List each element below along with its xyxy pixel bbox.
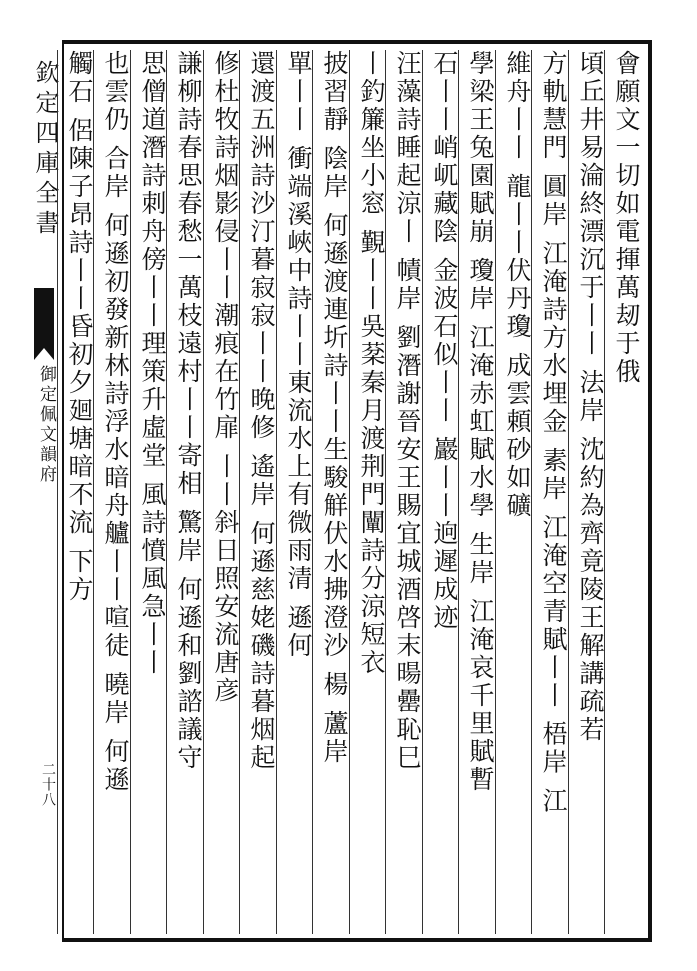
text-column: 還渡五洲詩沙汀暮寂寂丨丨晚修 遙岸 何遜慈姥磯詩暮烟起	[239, 50, 283, 934]
text-column: 謙柳詩春思春愁一萬枝遠村丨丨寄相 驚岸 何遜和劉諮議守	[166, 50, 210, 934]
text-column: 汪藻詩睡起涼丨 幘岸 劉潛謝晉安王賜宜城酒啓末暘罍恥巳	[385, 50, 429, 934]
text-frame	[62, 40, 652, 942]
text-column: 方軌慧門 圓岸 江淹詩方水埋金 素岸 江淹空青賦丨丨 梧岸 江	[531, 50, 575, 934]
fish-tail-mark	[34, 288, 54, 348]
text-column: 觸石 侶陳子昂詩丨丨昏初夕廻塘暗不流 下方	[57, 50, 101, 934]
book-title: 御定佩文韻府	[36, 365, 56, 485]
text-column: 修杜牧詩烟影侵丨丨潮痕在竹扉 丨丨斜日照安流唐彦	[203, 50, 247, 934]
text-column: 維舟丨丨 龍丨丨伏丹瓊 成雲頼砂如礦	[495, 50, 539, 934]
text-column: 丨釣簾坐小窓 覲丨丨吳棻秦月渡荆門闡詩分涼短衣	[349, 50, 393, 934]
text-column: 會願文一切如電揮萬刼于俄	[604, 50, 648, 934]
text-column: 思僧道潛詩刺舟傍丨丨理策升虛堂 風詩憤風急丨丨	[130, 50, 174, 934]
text-column: 也雲仍 合岸 何遜初發新林詩浮水暗舟艫丨丨喧徒 曉岸 何遜	[93, 50, 137, 934]
collection-title: 欽定四庫全書	[31, 60, 59, 240]
text-column: 披習靜 陰岸 何遜渡連圻詩丨丨生駿觧伏水拂澄沙 楊 蘆岸	[312, 50, 356, 934]
text-column: 石丨丨峭屼藏陰 金波石似丨丨 巖丨丨逈遲成迹	[422, 50, 466, 934]
text-column: 頃丘井易淪終漂沉于丨丨 法岸 沈約為齊竟陵王解講疏若	[568, 50, 612, 934]
text-column: 學梁王兔園賦崩 瓊岸 江淹赤虹賦水學 生岸 江淹哀千里賦暫	[458, 50, 502, 934]
text-column: 單丨丨 衝端溪峽中詩丨丨東流水上有微雨清 遜何	[276, 50, 320, 934]
page-number: 二十八	[40, 762, 56, 807]
